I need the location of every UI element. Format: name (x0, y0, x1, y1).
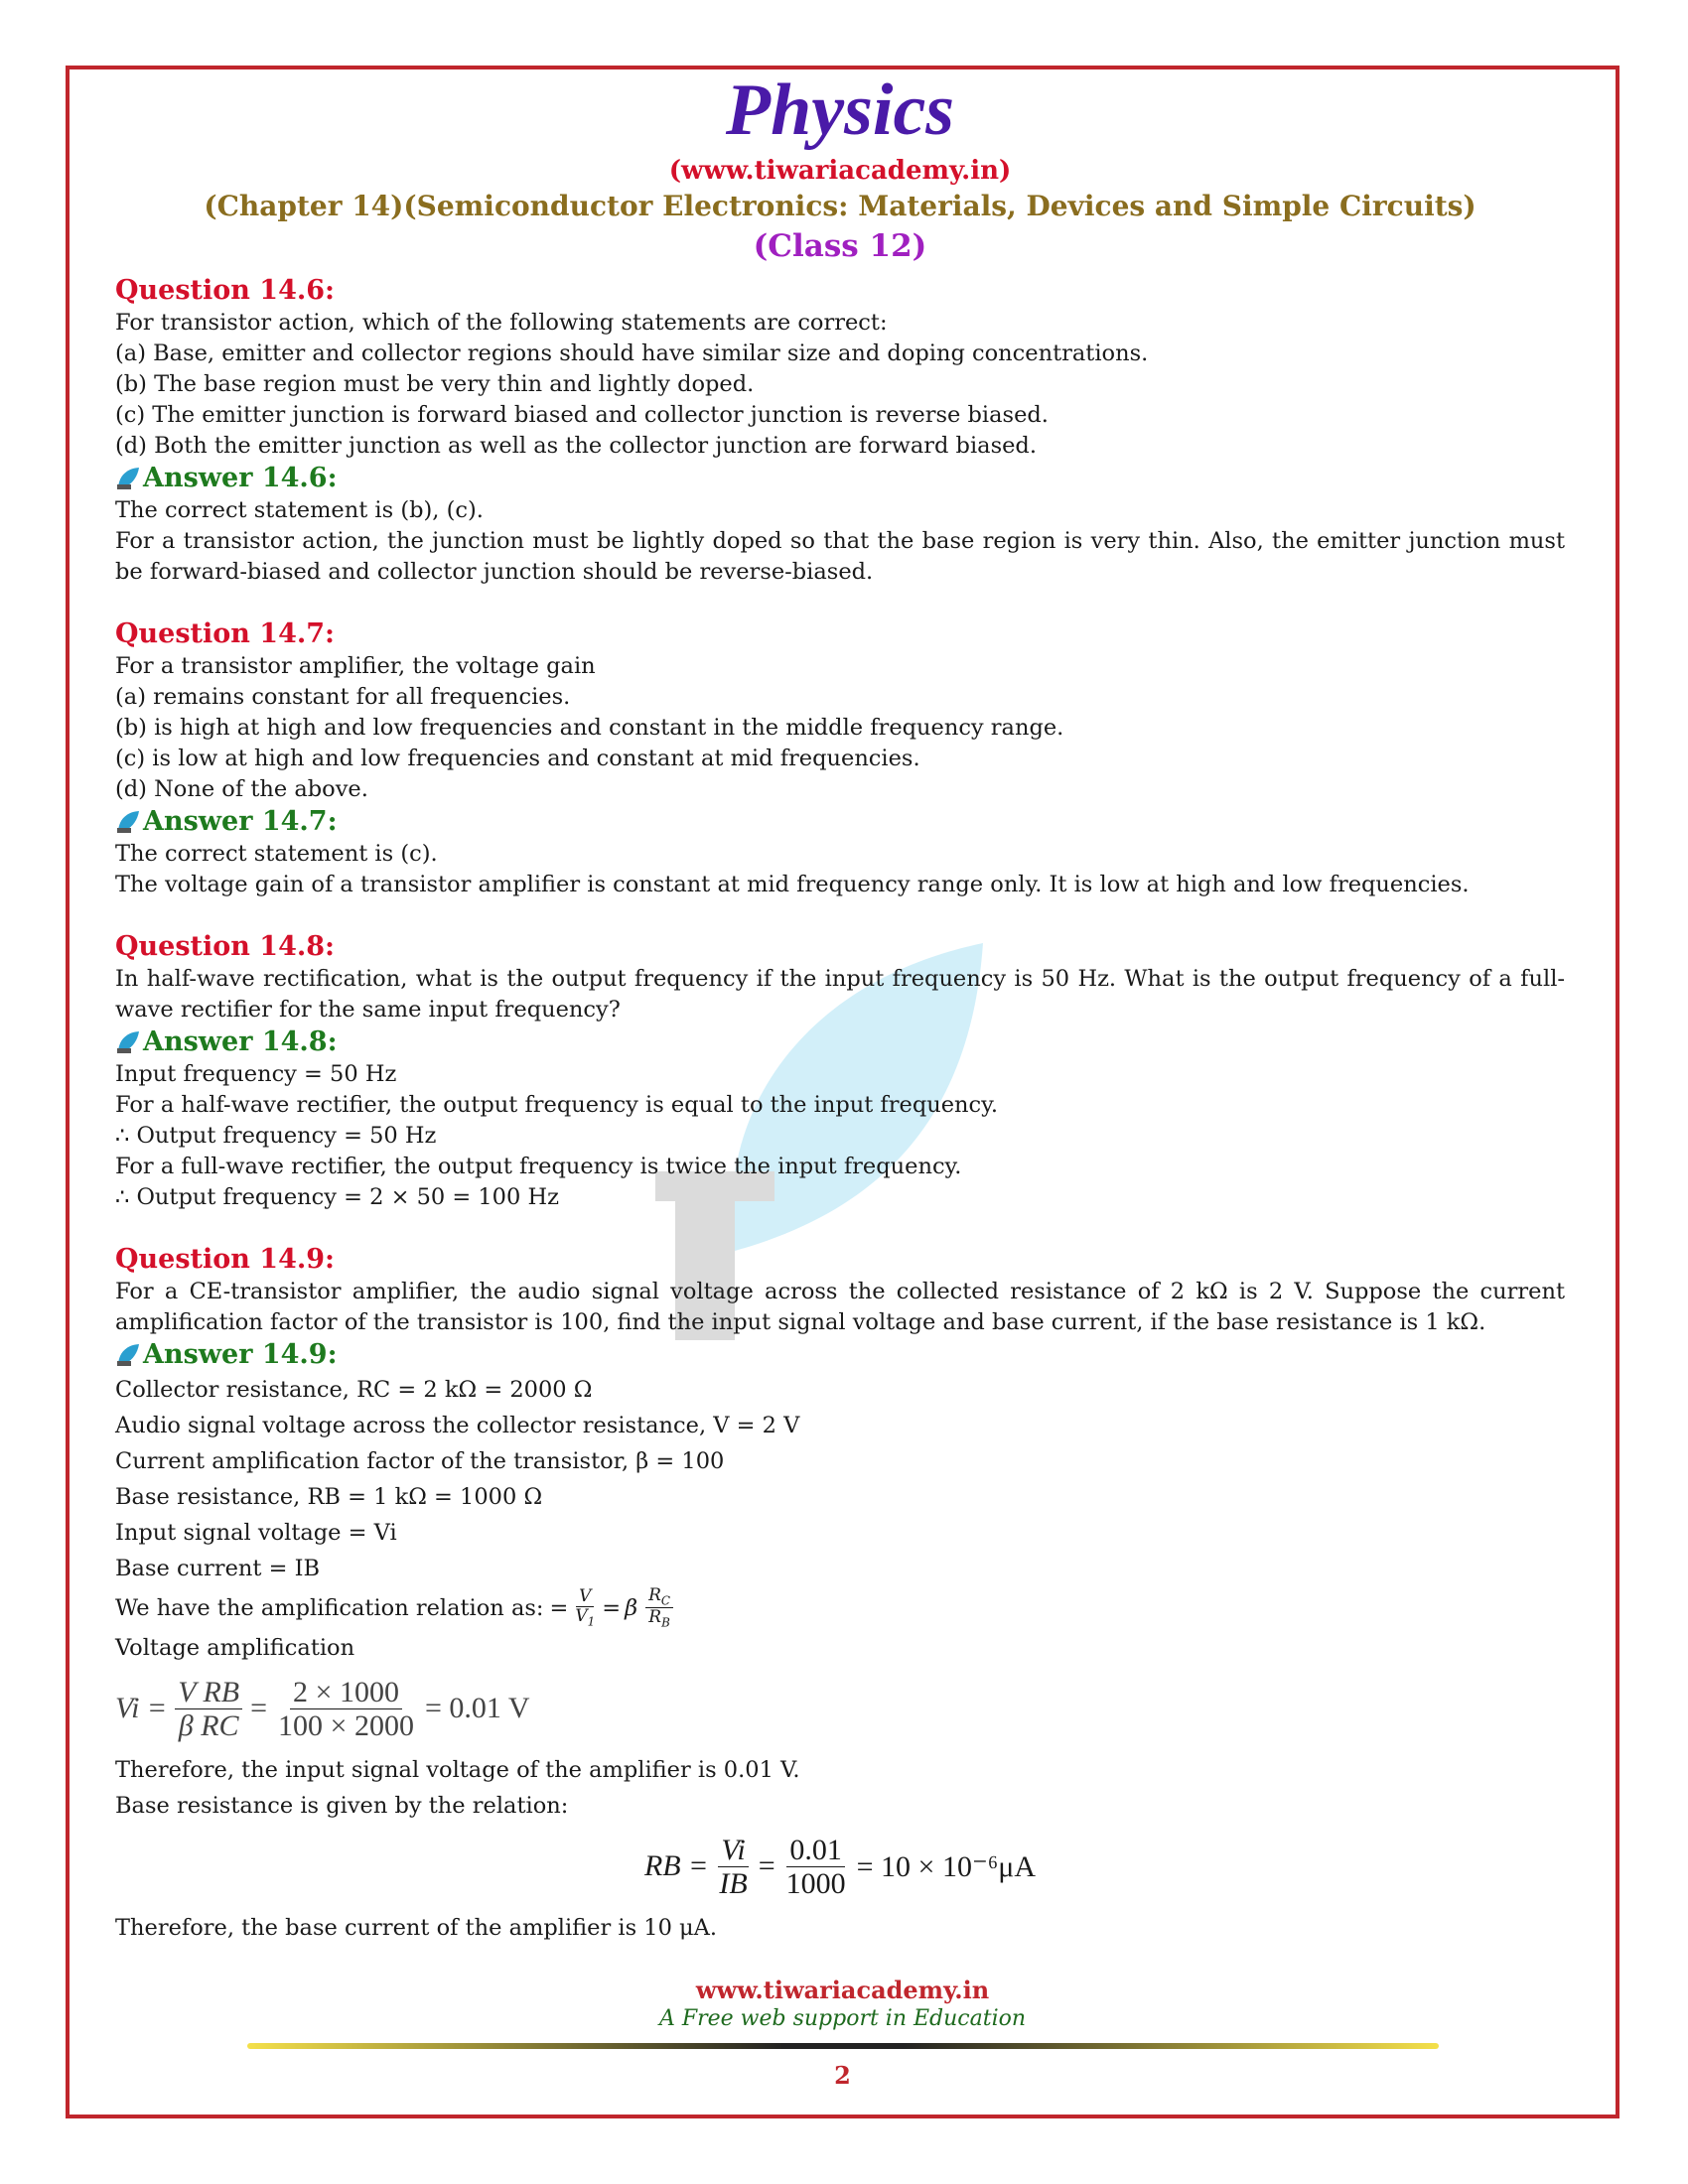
amplification-relation (115, 1586, 1565, 1630)
page-title: Physics (725, 69, 955, 151)
equation-input-voltage (115, 1676, 1565, 1742)
eq-lhs: Vi = (115, 1692, 168, 1725)
answer-heading (115, 1338, 1565, 1372)
page-content (115, 66, 1565, 1946)
answer-line: The correct statement is (c). (115, 841, 438, 867)
footer-divider (247, 2043, 1439, 2049)
option-c: (c) is low at high and low frequencies and constant at mid frequencies. (115, 746, 920, 771)
conclusion-line: Therefore, the base current of the amplifier is 10 μA. (115, 1914, 718, 1941)
page-header (115, 66, 1565, 266)
answer-line: Therefore, the input signal voltage of the amplifier is 0.01 V. (115, 1756, 800, 1783)
question-heading: Question 14.6: (115, 275, 336, 306)
relation-formula: = $\frac{V}{V_1}$ = β $\frac{R_C}{R_B}$ (550, 1586, 678, 1630)
question-line: In half-wave rectification, what is the output frequency if the input frequency is 50 Hz. What is the output frequency of a full-wave rectifier for the same input frequency? (115, 966, 1565, 1023)
answer-line: For a full-wave rectifier, the output frequency is twice the input frequency. (115, 1154, 962, 1179)
option-c: (c) The emitter junction is forward biased and collector junction is reverse biased. (115, 402, 1049, 428)
answer-line: The correct statement is (b), (c). (115, 497, 484, 523)
question-line: For a transistor amplifier, the voltage gain (115, 653, 596, 679)
footer-tagline: A Free web support in Education (658, 2006, 1027, 2031)
eq-frac-num: V RB (175, 1676, 242, 1709)
option-b: (b) is high at high and low frequencies and constant in the middle frequency range. (115, 715, 1064, 741)
question-14-6 (115, 274, 1565, 588)
question-14-7 (115, 617, 1565, 900)
leaf-icon (115, 1342, 141, 1368)
header-site-link[interactable]: (www.tiwariacademy.in) (668, 156, 1012, 186)
question-14-8 (115, 930, 1565, 1213)
option-a: (a) Base, emitter and collector regions should have similar size and doping concentrations. (115, 341, 1149, 366)
eq-result: = 0.01 V (424, 1692, 530, 1725)
relation-label: We have the amplification relation as: (115, 1594, 544, 1621)
answer-line: Collector resistance, RC = 2 kΩ = 2000 Ω (115, 1377, 593, 1403)
answer-line: For a half-wave rectifier, the output frequency is equal to the input frequency. (115, 1092, 998, 1118)
option-b: (b) The base region must be very thin and lightly doped. (115, 371, 755, 397)
page-footer (66, 1976, 1619, 2091)
question-14-9 (115, 1243, 1565, 1946)
eq-lhs: RB = (643, 1849, 709, 1883)
eq-frac-num: Vi (718, 1834, 748, 1867)
answer-line: Input signal voltage = Vi (115, 1520, 397, 1546)
question-heading: Question 14.8: (115, 931, 336, 962)
eq-frac-num: 2 × 1000 (290, 1676, 402, 1709)
eq-frac-num: 0.01 (786, 1834, 845, 1867)
answer-line: The voltage gain of a transistor amplifier is constant at mid frequency range only. It is low at high and low frequencies. (115, 872, 1470, 897)
answer-line: Base current = IB (115, 1556, 320, 1581)
answer-heading (115, 462, 1565, 495)
answer-line: Audio signal voltage across the collector resistance, V = 2 V (115, 1413, 800, 1438)
eq-frac-den: β RC (178, 1708, 239, 1742)
answer-line: ∴ Output frequency = 50 Hz (115, 1123, 437, 1149)
answer-heading (115, 1025, 1565, 1059)
option-d: (d) Both the emitter junction as well as the collector junction are forward biased. (115, 433, 1037, 459)
answer-line: Base resistance, RB = 1 kΩ = 1000 Ω (115, 1484, 543, 1510)
question-line: For transistor action, which of the following statements are correct: (115, 310, 888, 336)
leaf-icon (115, 466, 141, 491)
class-heading: (Class 12) (753, 228, 927, 264)
eq-equals: = (758, 1849, 775, 1883)
eq-frac-den: 100 × 2000 (278, 1708, 414, 1742)
question-heading: Question 14.9: (115, 1244, 336, 1275)
voltage-amplification-label: Voltage amplification (115, 1634, 355, 1661)
eq-equals: = (250, 1692, 268, 1725)
chapter-heading: (Chapter 14)(Semiconductor Electronics: Materials, Devices and Simple Circuits) (204, 190, 1477, 222)
option-d: (d) None of the above. (115, 776, 368, 802)
footer-site-link[interactable]: www.tiwariacademy.in (695, 1976, 990, 2004)
answer-heading (115, 805, 1565, 839)
leaf-icon (115, 1029, 141, 1055)
eq-frac-den: 1000 (785, 1866, 846, 1900)
option-a: (a) remains constant for all frequencies. (115, 684, 571, 710)
eq-result: = 10 × 10⁻⁶μA (856, 1849, 1037, 1883)
equation-base-current (115, 1834, 1565, 1900)
answer-line: Base resistance is given by the relation: (115, 1792, 569, 1819)
eq-frac-den: IB (719, 1866, 748, 1900)
answer-line: ∴ Output frequency = 2 × 50 = 100 Hz (115, 1184, 559, 1210)
page-number: 2 (834, 2061, 851, 2090)
answer-heading-text: Answer 14.8: (143, 1026, 338, 1057)
answer-line: For a transistor action, the junction must be lightly doped so that the base region is very thin. Also, the emitter junction must be forward-biased and collector junction should be reverse-biased. (115, 528, 1565, 585)
answer-heading-text: Answer 14.9: (143, 1339, 338, 1370)
answer-line: Current amplification factor of the transistor, β = 100 (115, 1448, 725, 1474)
answer-line: Input frequency = 50 Hz (115, 1061, 397, 1087)
question-heading: Question 14.7: (115, 618, 336, 649)
answer-heading-text: Answer 14.7: (143, 806, 338, 837)
answer-heading-text: Answer 14.6: (143, 463, 338, 493)
question-line: For a CE-transistor amplifier, the audio signal voltage across the collected resistance of 2 kΩ is 2 V. Suppose the current amplification factor of the transistor is 100, find the input signal voltage and base current, if the base resistance is 1 kΩ. (115, 1279, 1565, 1335)
leaf-icon (115, 809, 141, 835)
